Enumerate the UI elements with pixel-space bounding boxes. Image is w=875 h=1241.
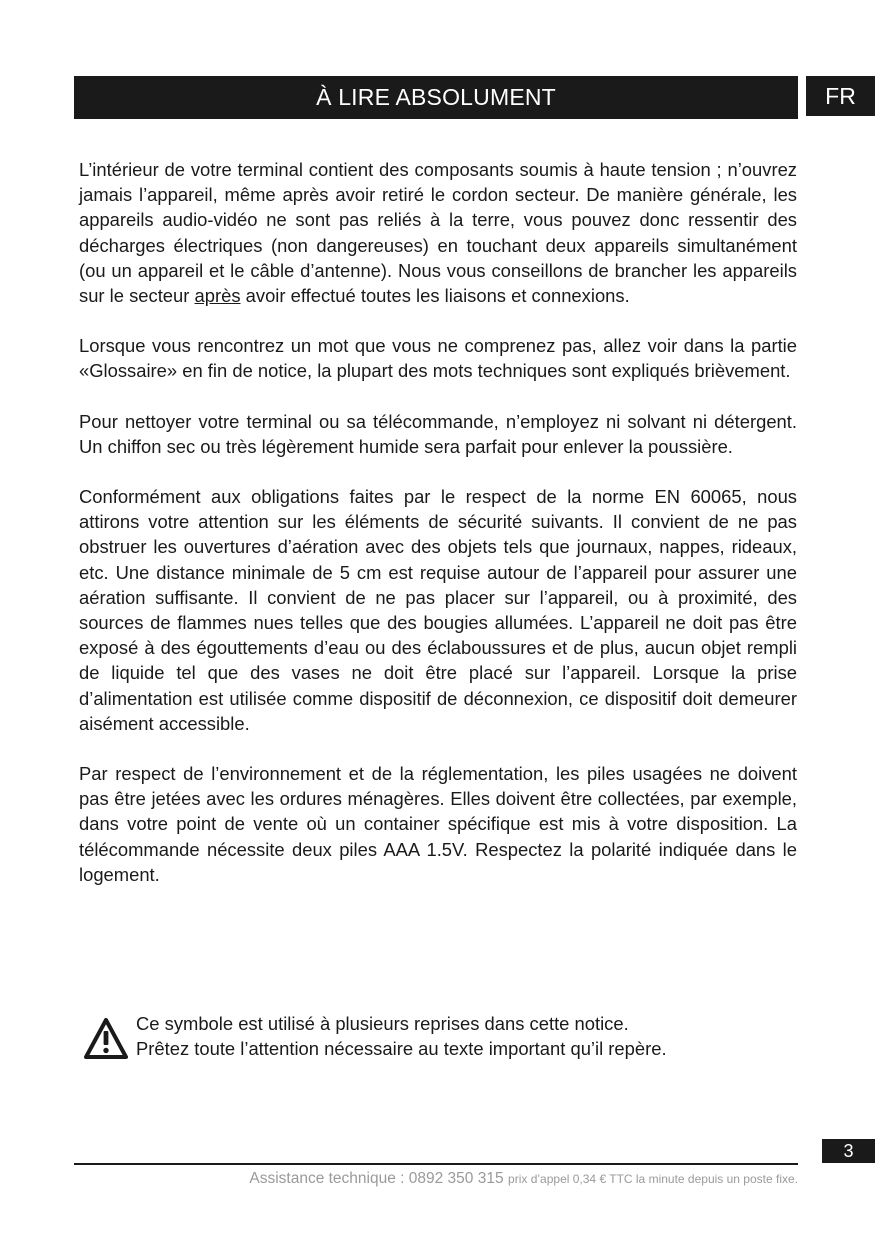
warning-triangle-icon xyxy=(84,1017,128,1061)
warning-notice-line-1: Ce symbole est utilisé à plusieurs reprises dans cette notice. xyxy=(136,1013,629,1034)
warning-notice-text xyxy=(136,1011,667,1061)
footer-divider xyxy=(74,1163,798,1165)
paragraph-high-voltage-advice-end: avoir effectué toutes les liaisons et connexions. xyxy=(245,285,630,307)
support-price-note: prix d’appel 0,34 € TTC la minute depuis un poste fixe. xyxy=(508,1172,798,1186)
warning-notice xyxy=(84,1011,797,1061)
warning-notice-line-2: Prêtez toute l’attention nécessaire au texte important qu’il repère. xyxy=(136,1038,667,1060)
paragraph-high-voltage-advice: Nous vous conseillons de brancher les appareils sur le secteur xyxy=(79,259,797,307)
paragraph-safety-norm: Conformément aux obligations faites par le respect de la norme EN 60065, nous attirons votre attention sur les éléments de sécurité suivants. Il convient de ne pas obstruer les ouvertures d’aération avec des objets tels que journaux, nappes, rideaux, etc. Une distance minimale de 5 cm est requise autour de l’appareil pour assurer une aération suffisante. Il convient de ne pas placer sur l’appareil, ou à proximité, des sources de flammes nues telles que des bougies allumées. L’appareil ne doit pas être exposé à des égouttements d’eau ou des éclaboussures et de plus, aucun objet rempli de liquide tel que des vases ne doit être placé sur l’appareil. Lorsque la prise d’alimentation est utilisée comme dispositif de déconnexion, ce dispositif doit demeurer aisément accessible. xyxy=(79,486,797,734)
paragraph-cleaning: Pour nettoyer votre terminal ou sa télécommande, n’employez ni solvant ni détergent. Un chiffon sec ou très légèrement humide sera parfait pour enlever la poussière. xyxy=(79,410,797,457)
page-number-value: 3 xyxy=(843,1140,854,1161)
paragraph-high-voltage-text: L’intérieur de votre terminal contient des composants soumis à haute tension ; n’ouvrez jamais l’appareil, même après avoir retiré le cordon secteur. De manière générale, les appareils audio-vidéo ne sont pas reliés à la terre, vous pouvez donc ressentir des décharges électriques (non dangereuses) en touchant deux appareils simultanément (ou un appareil et le câble d’antenne). xyxy=(79,159,797,281)
support-phone: Assistance technique : 0892 350 315 xyxy=(249,1170,504,1187)
page-number xyxy=(822,1139,875,1163)
footer-support xyxy=(249,1170,798,1188)
language-tab xyxy=(806,76,875,116)
section-title-bar xyxy=(74,76,798,119)
section-title: À LIRE ABSOLUMENT xyxy=(316,84,556,110)
body-text xyxy=(79,157,797,912)
paragraph-batteries: Par respect de l’environnement et de la réglementation, les piles usagées ne doivent pas être jetées avec les ordures ménagères. Elles doivent être collectées, par exemple, dans votre point de vente où un container spécifique est mis à votre disposition. La télécommande nécessite deux piles AAA 1.5V. Respectez la polarité indiquée dans le logement. xyxy=(79,763,797,885)
underlined-word-apres: après xyxy=(194,285,241,307)
paragraph-high-voltage xyxy=(79,157,797,308)
paragraph-glossary: Lorsque vous rencontrez un mot que vous ne comprenez pas, allez voir dans la partie «Glossaire» en fin de notice, la plupart des mots techniques sont expliqués brièvement. xyxy=(79,335,797,382)
language-label: FR xyxy=(825,82,856,109)
